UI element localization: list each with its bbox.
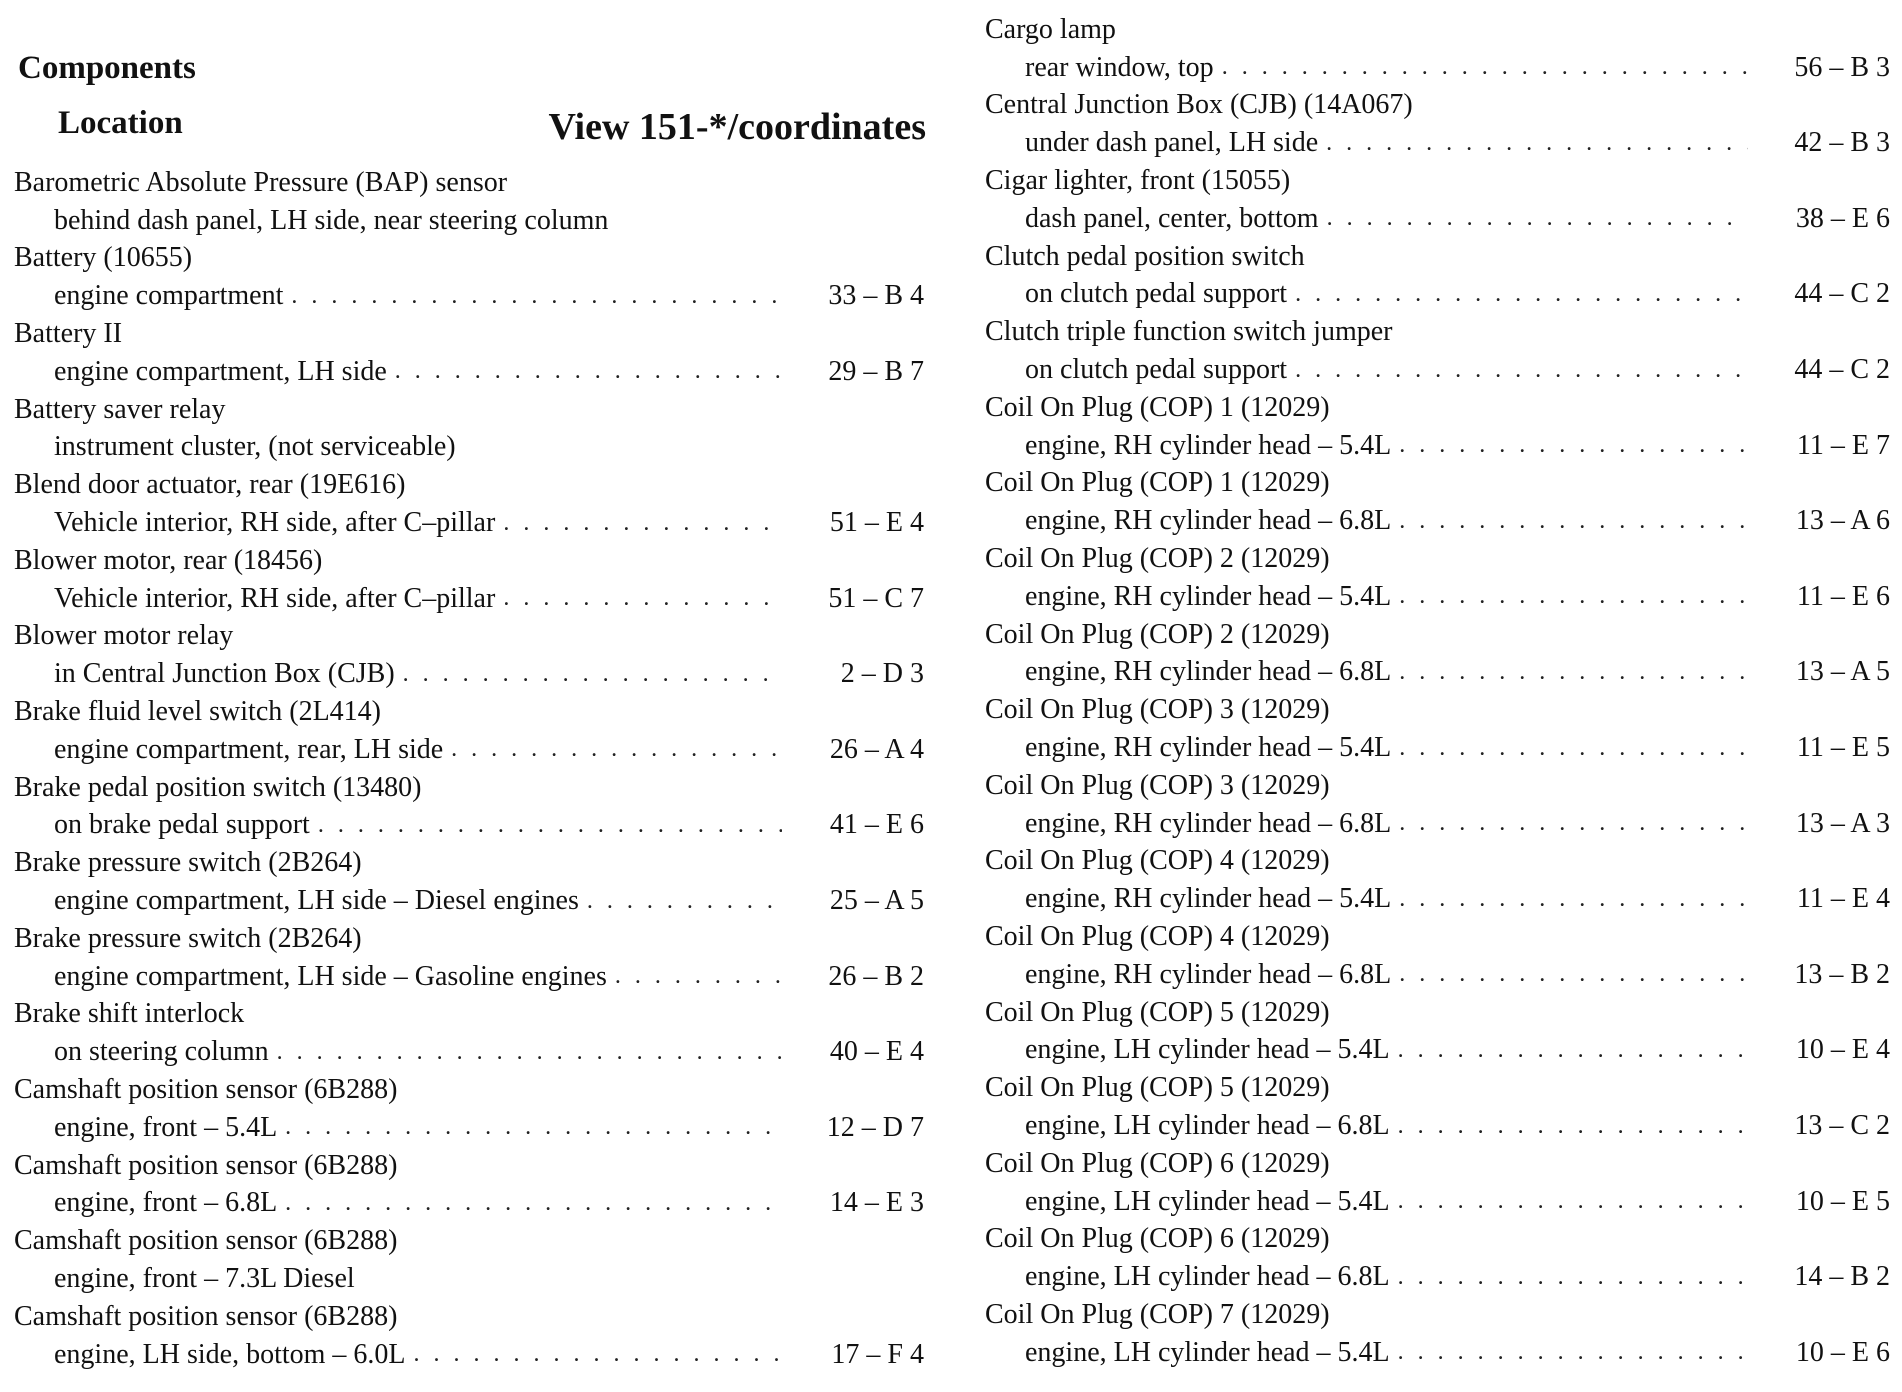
- component-location: engine, RH cylinder head – 5.4L: [1025, 732, 1392, 764]
- component-location-row: [985, 1183, 1890, 1221]
- component-name: Barometric Absolute Pressure (BAP) sensor: [14, 166, 508, 198]
- component-location: under dash panel, LH side: [1025, 127, 1319, 159]
- component-location: engine, front – 5.4L: [54, 1111, 278, 1143]
- component-location: engine, LH cylinder head – 5.4L: [1025, 1185, 1390, 1217]
- component-location: engine compartment, LH side – Diesel engines: [54, 885, 579, 917]
- dot-leader: [414, 1341, 782, 1368]
- component-name: Battery II: [14, 318, 123, 350]
- view-coordinate: 11 – E 4: [1796, 883, 1890, 915]
- component-location: engine, LH cylinder head – 5.4L: [1025, 1034, 1390, 1066]
- dot-leader: [1399, 735, 1748, 762]
- component-name: Coil On Plug (COP) 3 (12029): [985, 769, 1330, 801]
- view-coordinate: 13 – A 5: [1795, 656, 1890, 688]
- component-location: engine, front – 7.3L Diesel: [54, 1263, 355, 1294]
- component-location-row: [14, 277, 924, 315]
- component-location-row: [985, 427, 1890, 465]
- dot-leader: [587, 888, 782, 915]
- view-coordinate: 13 – A 6: [1795, 505, 1890, 537]
- dot-leader: [1398, 1264, 1748, 1291]
- component-location: on steering column: [54, 1036, 269, 1068]
- dot-leader: [1222, 54, 1748, 81]
- component-location: engine compartment, LH side – Gasoline engines: [54, 960, 607, 992]
- component-name: Camshaft position sensor (6B288): [14, 1074, 398, 1106]
- component-location-row: [985, 729, 1890, 767]
- component-location: engine, RH cylinder head – 6.8L: [1025, 807, 1392, 839]
- dot-leader: [395, 358, 782, 385]
- component-name: Brake pressure switch (2B264): [14, 847, 362, 879]
- view-coordinate: 12 – D 7: [826, 1111, 924, 1143]
- component-location: Vehicle interior, RH side, after C–pillar: [54, 507, 496, 539]
- dot-leader: [1398, 1113, 1748, 1140]
- component-name: Cigar lighter, front (15055): [985, 165, 1291, 197]
- view-coordinate: 56 – B 3: [1794, 51, 1890, 83]
- dot-leader: [1398, 1037, 1748, 1064]
- component-location-row: [985, 351, 1890, 389]
- component-location: dash panel, center, bottom: [1025, 202, 1319, 234]
- dot-leader: [1326, 130, 1748, 157]
- component-name: Brake fluid level switch (2L414): [14, 696, 382, 728]
- component-location-row: [14, 807, 924, 845]
- component-name: Coil On Plug (COP) 3 (12029): [985, 694, 1330, 726]
- component-location: engine, RH cylinder head – 6.8L: [1025, 958, 1392, 990]
- component-name: Cargo lamp: [985, 13, 1116, 45]
- component-name: Coil On Plug (COP) 7 (12029): [985, 1298, 1330, 1330]
- dot-leader: [1399, 583, 1748, 610]
- dot-leader: [403, 661, 782, 688]
- view-coordinate: 13 – C 2: [1794, 1110, 1890, 1141]
- component-location: behind dash panel, LH side, near steering column: [54, 204, 609, 236]
- view-coordinate: 44 – C 2: [1794, 278, 1890, 310]
- component-name: Coil On Plug (COP) 1 (12029): [985, 467, 1330, 499]
- component-name: Coil On Plug (COP) 4 (12029): [985, 845, 1330, 877]
- view-coordinate: 51 – C 7: [828, 582, 924, 614]
- component-location-row: [14, 1260, 924, 1298]
- view-coordinate: 25 – A 5: [829, 885, 924, 917]
- component-location-row: [14, 1336, 924, 1374]
- component-location: engine, RH cylinder head – 5.4L: [1025, 883, 1392, 915]
- component-location: on clutch pedal support: [1025, 354, 1288, 386]
- dot-leader: [285, 1190, 782, 1217]
- view-coordinate: 14 – B 2: [1794, 1261, 1890, 1293]
- component-location: Vehicle interior, RH side, after C–pillar: [54, 582, 496, 614]
- dot-leader: [277, 1039, 782, 1066]
- view-coordinate: 17 – F 4: [831, 1338, 924, 1370]
- component-location-row: [14, 353, 924, 391]
- component-location: engine, front – 6.8L: [54, 1187, 278, 1219]
- component-location-row: [985, 805, 1890, 843]
- component-location-row: [14, 958, 924, 996]
- dot-leader: [451, 736, 782, 763]
- view-coordinate: 11 – E 7: [1796, 429, 1890, 461]
- view-coordinate: 26 – A 4: [829, 733, 924, 765]
- component-name: Central Junction Box (CJB) (14A067): [985, 89, 1413, 121]
- component-name: Coil On Plug (COP) 2 (12029): [985, 543, 1330, 575]
- view-coordinate: 2 – D 3: [840, 658, 924, 690]
- dot-leader: [318, 812, 782, 839]
- component-name: Coil On Plug (COP) 1 (12029): [985, 391, 1330, 423]
- component-location: in Central Junction Box (CJB): [54, 658, 395, 690]
- view-coordinate: 40 – E 4: [829, 1036, 924, 1068]
- dot-leader: [503, 510, 782, 537]
- component-name: Clutch pedal position switch: [985, 240, 1305, 272]
- component-location-row: [14, 1033, 924, 1071]
- component-location-row: [985, 49, 1890, 87]
- component-name: Brake pressure switch (2B264): [14, 922, 362, 954]
- component-location: engine, RH cylinder head – 6.8L: [1025, 656, 1392, 688]
- component-location-row: [985, 200, 1890, 238]
- view-coordinate: 10 – E 6: [1795, 1336, 1890, 1368]
- component-location-row: [985, 124, 1890, 162]
- component-location: engine, LH side, bottom – 6.0L: [54, 1338, 406, 1370]
- component-location-row: [14, 429, 924, 467]
- component-location-row: [985, 578, 1890, 616]
- dot-leader: [503, 585, 782, 612]
- dot-leader: [285, 1114, 782, 1141]
- component-location: engine, RH cylinder head – 6.8L: [1025, 505, 1392, 537]
- component-name: Coil On Plug (COP) 2 (12029): [985, 618, 1330, 650]
- view-coordinate: 13 – A 3: [1795, 807, 1890, 839]
- component-location-row: [14, 731, 924, 769]
- view-coordinate: 51 – E 4: [829, 507, 924, 539]
- component-location: engine compartment, LH side: [54, 355, 387, 387]
- component-location: engine, RH cylinder head – 5.4L: [1025, 429, 1392, 461]
- dot-leader: [615, 963, 782, 990]
- component-name: Blower motor, rear (18456): [14, 544, 323, 576]
- component-name: Coil On Plug (COP) 6 (12029): [985, 1223, 1330, 1255]
- view-coordinate: 29 – B 7: [828, 355, 924, 387]
- view-coordinate: 42 – B 3: [1794, 127, 1890, 159]
- view-coordinate: 33 – B 4: [828, 280, 924, 312]
- component-name: Camshaft position sensor (6B288): [14, 1300, 398, 1332]
- component-name: Coil On Plug (COP) 5 (12029): [985, 996, 1330, 1028]
- component-location-row: [985, 956, 1890, 994]
- component-location-row: [14, 504, 924, 542]
- view-coordinate: 44 – C 2: [1794, 354, 1890, 386]
- component-location: rear window, top: [1025, 51, 1214, 83]
- view-coordinate: 38 – E 6: [1795, 202, 1890, 234]
- view-coordinate: 10 – E 5: [1795, 1185, 1890, 1217]
- view-coordinate: 26 – B 2: [828, 960, 924, 992]
- component-location-row: [985, 1258, 1890, 1296]
- view-coordinate: 13 – B 2: [1794, 958, 1890, 990]
- left-entry-list: [14, 164, 924, 1374]
- dot-leader: [1327, 205, 1748, 232]
- dot-leader: [1399, 886, 1748, 913]
- component-location: instrument cluster, (not serviceable): [54, 431, 456, 463]
- component-name: Brake pedal position switch (13480): [14, 771, 422, 803]
- view-coordinate: 14 – E 3: [829, 1187, 924, 1219]
- component-location-row: [985, 1334, 1890, 1372]
- component-location: engine, LH cylinder head – 6.8L: [1025, 1261, 1390, 1293]
- component-name: Coil On Plug (COP) 6 (12029): [985, 1147, 1330, 1179]
- dot-leader: [1399, 432, 1748, 459]
- component-name: Clutch triple function switch jumper: [985, 316, 1393, 348]
- right-entry-list: [985, 11, 1890, 1372]
- component-location-row: [985, 276, 1890, 314]
- component-name: Coil On Plug (COP) 4 (12029): [985, 921, 1330, 953]
- dot-leader: [1295, 281, 1748, 308]
- component-location: on clutch pedal support: [1025, 278, 1288, 310]
- component-location: engine compartment, rear, LH side: [54, 733, 444, 765]
- component-location-row: [14, 655, 924, 693]
- component-location-row: [14, 1109, 924, 1147]
- component-name: Blower motor relay: [14, 620, 234, 652]
- dot-leader: [1399, 508, 1748, 535]
- component-location-row: [14, 882, 924, 920]
- component-name: Camshaft position sensor (6B288): [14, 1149, 398, 1181]
- component-name: Camshaft position sensor (6B288): [14, 1225, 398, 1257]
- view-coordinates-column-header: View 151-*/coordinates: [548, 106, 926, 148]
- dot-leader: [1398, 1188, 1748, 1215]
- dot-leader: [1399, 810, 1748, 837]
- location-column-header: Location: [58, 105, 183, 141]
- component-name: Coil On Plug (COP) 5 (12029): [985, 1072, 1330, 1104]
- component-location: on brake pedal support: [54, 809, 310, 841]
- view-coordinate: 10 – E 4: [1795, 1034, 1890, 1066]
- section-title: Components: [18, 50, 196, 86]
- dot-leader: [291, 283, 782, 310]
- component-location-row: [985, 1032, 1890, 1070]
- component-location: engine, RH cylinder head – 5.4L: [1025, 580, 1392, 612]
- component-location: engine compartment: [54, 280, 284, 312]
- view-coordinate: 11 – E 6: [1796, 580, 1890, 612]
- component-location-row: [985, 502, 1890, 540]
- component-location-row: [14, 1185, 924, 1223]
- component-location-row: [985, 880, 1890, 918]
- component-name: Battery (10655): [14, 242, 193, 274]
- component-location: engine, LH cylinder head – 6.8L: [1025, 1110, 1390, 1141]
- view-coordinate: 41 – E 6: [829, 809, 924, 841]
- component-location: engine, LH cylinder head – 5.4L: [1025, 1336, 1390, 1368]
- component-location-row: [14, 202, 924, 240]
- component-location-row: [985, 1107, 1890, 1145]
- dot-leader: [1398, 1339, 1748, 1366]
- view-coordinate: 11 – E 5: [1796, 732, 1890, 764]
- component-location-row: [985, 654, 1890, 692]
- component-name: Blend door actuator, rear (19E616): [14, 469, 406, 501]
- dot-leader: [1295, 357, 1748, 384]
- dot-leader: [1399, 659, 1748, 686]
- component-name: Brake shift interlock: [14, 998, 245, 1030]
- dot-leader: [1399, 961, 1748, 988]
- component-location-row: [14, 580, 924, 618]
- component-name: Battery saver relay: [14, 393, 226, 425]
